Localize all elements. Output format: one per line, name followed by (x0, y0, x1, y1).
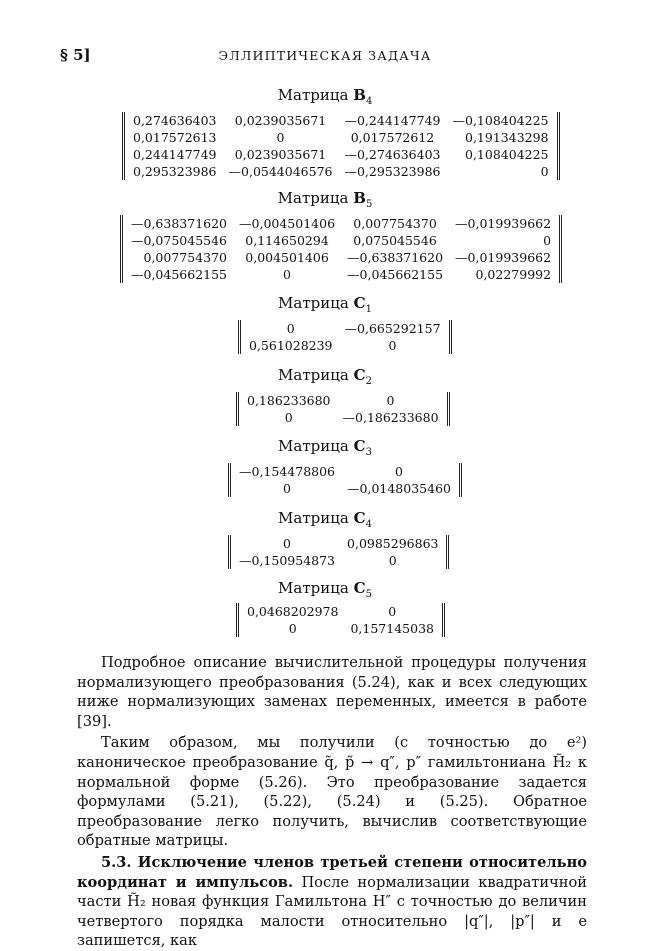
cell: 0,0239035671 (234, 147, 327, 162)
matrix-b5 (120, 215, 562, 283)
cell: 0 (283, 536, 291, 551)
matrix-c5 (236, 603, 445, 637)
cell: 0 (388, 553, 397, 568)
subsection-heading: 5.3. Исключение членов третьей степени относительно координат и импульсов. (77, 853, 587, 891)
matrix-title-c1: Матрица $C_1$ (278, 294, 372, 315)
cell: 0,004501406 (245, 250, 329, 265)
cell: —0,244147749 (344, 113, 441, 128)
cell: 0,0239035671 (234, 113, 327, 128)
cell: 0,017572612 (350, 130, 435, 145)
cell: —0,186233680 (342, 410, 439, 425)
cell: —0,045662155 (131, 267, 228, 282)
cell: 0 (276, 130, 285, 145)
cell: 0,075045546 (353, 233, 437, 248)
cell: —0,0148035460 (347, 481, 451, 496)
cell: 0,114650294 (245, 233, 329, 248)
matrix-c4 (228, 535, 449, 569)
paragraph-3 (77, 853, 587, 951)
cell: —0,004501406 (239, 216, 336, 231)
cell: 0,191343298 (465, 130, 549, 145)
matrix-title-c2: Матрица $C_2$ (278, 366, 372, 387)
cell: 0,561028239 (249, 338, 333, 353)
matrix-c2 (236, 392, 450, 426)
paragraph-3-text: После нормализации квадратичной части H̃₂ новая функция Гамильтона H″ с точностью до величин четвертого порядка малости относительно |q″|, |p″| и e запишется, как (77, 873, 587, 950)
cell: 0 (288, 621, 297, 636)
matrix-title-c3: Матрица $C_3$ (278, 437, 372, 458)
cell: 0 (283, 481, 291, 496)
cell: 0 (283, 267, 291, 282)
cell: 0 (286, 321, 295, 336)
cell: —0,019939662 (455, 216, 552, 231)
matrix-c3 (228, 463, 462, 497)
cell: 0 (388, 338, 397, 353)
body-text (77, 653, 587, 951)
cell: 0,186233680 (247, 393, 331, 408)
cell: 0,02279992 (475, 267, 552, 282)
cell: 0 (540, 164, 549, 179)
cell: —0,154478806 (239, 464, 336, 479)
cell: —0,274636403 (344, 147, 441, 162)
paragraph-1: Подробное описание вычислительной процедуры получения нормализующего преобразования (5.24), как и всех следующих ниже нормализующих заменах переменных, имеется в работе [39]. (77, 654, 587, 730)
cell: 0,244147749 (133, 147, 217, 162)
cell: 0 (284, 410, 293, 425)
cell: —0,108404225 (452, 113, 549, 128)
matrix-title-b4: Матрица $B_4$ (277, 86, 373, 107)
cell: 0,017572613 (133, 130, 217, 145)
cell: —0,0544046576 (228, 164, 333, 179)
cell: 0,108404225 (465, 147, 549, 162)
matrix-title-c5: Матрица $C_5$ (278, 579, 372, 600)
section-marker: § 5] (60, 46, 91, 64)
cell: 0,295323986 (133, 164, 217, 179)
cell: 0,0985296863 (347, 536, 439, 551)
cell: 0,274636403 (133, 113, 217, 128)
running-header: ЭЛЛИПТИЧЕСКАЯ ЗАДАЧА (218, 48, 432, 63)
paragraph-2: Таким образом, мы получили (с точностью до e²) каноническое преобразование q̃, p̃ → q″, p″ гамильтониана H̃₂ к нормальной форме (5.26). Это преобразование задается формулами (5.21), (5.22), (5.24) и (5.25). Обратное преобразование легко получить, вычислив соответствующие обратные матрицы. (77, 734, 587, 850)
cell: —0,295323986 (344, 164, 441, 179)
cell: 0,007754370 (353, 216, 437, 231)
matrix-title-b5: Матрица $B_5$ (277, 189, 373, 210)
cell: —0,665292157 (344, 321, 441, 336)
cell: 0 (386, 393, 395, 408)
cell: —0,150954873 (239, 553, 336, 568)
cell: 0 (388, 604, 397, 619)
cell: 0 (543, 233, 552, 248)
cell: 0,007754370 (143, 250, 228, 265)
cell: —0,638371620 (347, 250, 444, 265)
cell: 0,157145038 (350, 621, 434, 636)
matrix-title-c4: Матрица $C_4$ (278, 509, 372, 530)
matrix-b4 (122, 112, 560, 180)
cell: —0,045662155 (347, 267, 444, 282)
cell: 0,0468202978 (247, 604, 339, 619)
cell: —0,638371620 (131, 216, 228, 231)
cell: —0,075045546 (131, 233, 228, 248)
cell: 0 (395, 464, 403, 479)
cell: —0,019939662 (455, 250, 552, 265)
matrix-c1 (238, 320, 452, 354)
